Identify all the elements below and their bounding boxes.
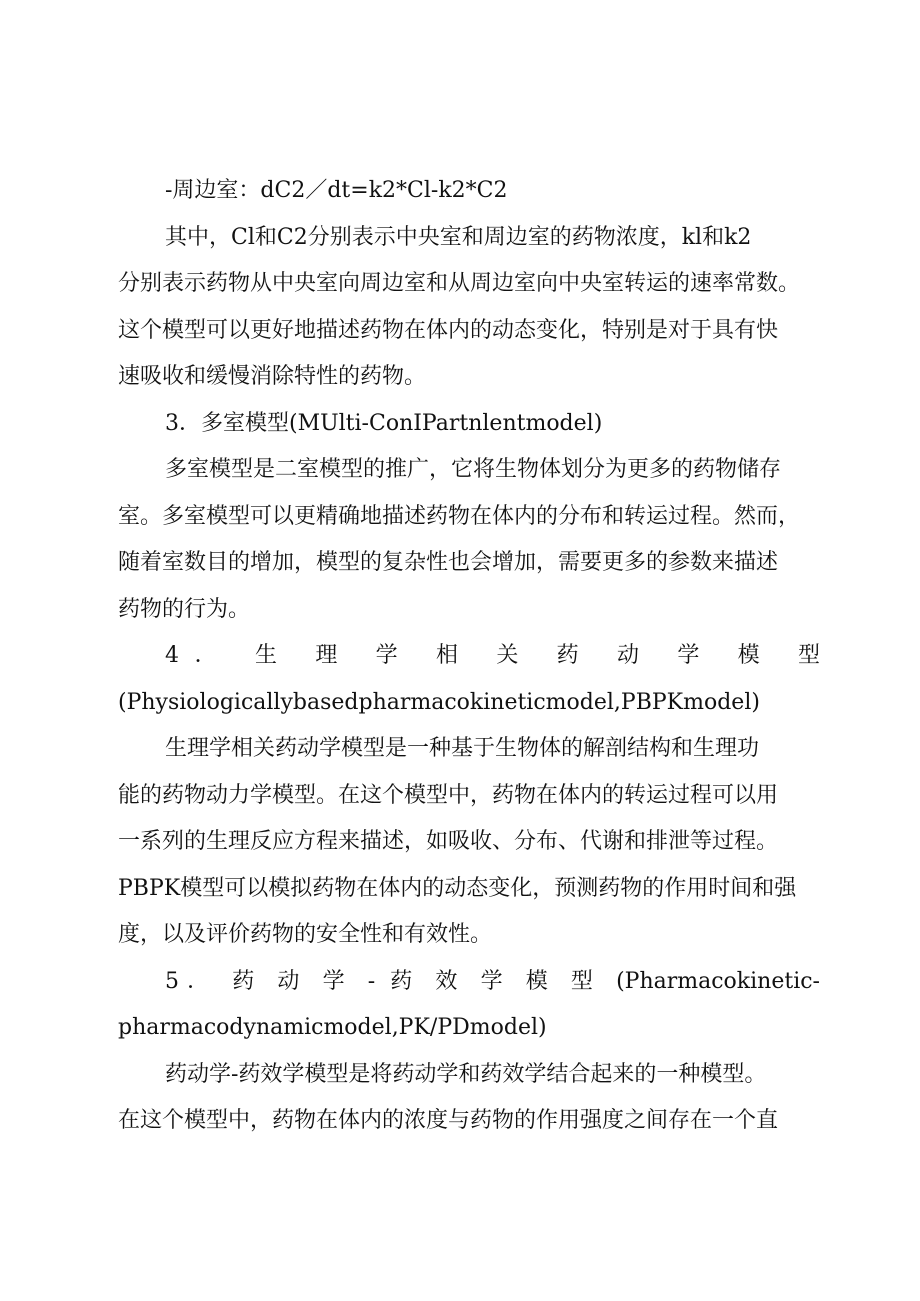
paragraph-line: 这个模型可以更好地描述药物在体内的动态变化，特别是对于具有快 (118, 318, 779, 343)
section-heading-5-english: pharmacodynamicmodel,PK/PDmodel) (118, 1015, 547, 1040)
paragraph-line: 室。多室模型可以更精确地描述药物在体内的分布和转运过程。然而， (118, 504, 801, 529)
section-heading-5: 5． 药 动 学 - 药 效 学 模 型 (Pharmacokinetic- (165, 969, 820, 994)
section-heading-4-english: (Physiologicallybasedpharmacokineticmodel,PBPKmodel) (118, 690, 760, 715)
paragraph-line: 多室模型是二室模型的推广，它将生物体划分为更多的药物储存 (165, 457, 782, 482)
paragraph-line: 一系列的生理反应方程来描述，如吸收、分布、代谢和排泄等过程。 (118, 829, 779, 854)
paragraph-line: 能的药物动力学模型。在这个模型中，药物在体内的转运过程可以用 (118, 783, 779, 808)
paragraph-line: 速吸收和缓慢消除特性的药物。 (118, 364, 427, 389)
paragraph-line: 随着室数目的增加，模型的复杂性也会增加，需要更多的参数来描述 (118, 550, 779, 575)
paragraph-line: 药动学-药效学模型是将药动学和药效学结合起来的一种模型。 (165, 1062, 767, 1087)
paragraph-line: 度，以及评价药物的安全性和有效性。 (118, 922, 493, 947)
paragraph-line: 生理学相关药动学模型是一种基于生物体的解剖结构和生理功 (165, 736, 760, 761)
paragraph-line: 其中，Cl和C2分别表示中央室和周边室的药物浓度，kl和k2 (165, 225, 752, 250)
paragraph-line: 药物的行为。 (118, 597, 251, 622)
section-heading-3: 3．多室模型(MUlti-ConIPartnlentmodel) (165, 411, 603, 436)
equation-peripheral-compartment: -周边室：dC2／dt=k2*Cl-k2*C2 (165, 178, 508, 203)
paragraph-line: 在这个模型中，药物在体内的浓度与药物的作用强度之间存在一个直 (118, 1108, 779, 1133)
paragraph-line: 分别表示药物从中央室向周边室和从周边室向中央室转运的速率常数。 (118, 271, 801, 296)
paragraph-line: PBPK模型可以模拟药物在体内的动态变化，预测药物的作用时间和强 (118, 876, 797, 901)
section-heading-4: 4． 生 理 学 相 关 药 动 学 模 型 (165, 643, 820, 668)
